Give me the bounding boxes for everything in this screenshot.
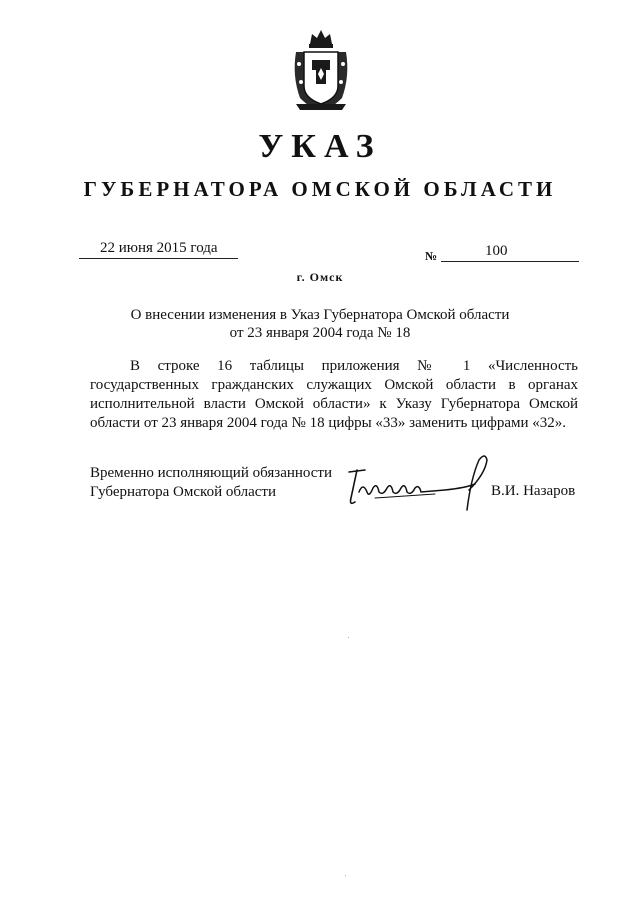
document-type-title: УКАЗ <box>258 128 382 165</box>
issuer-subtitle: ГУБЕРНАТОРА ОМСКОЙ ОБЛАСТИ <box>83 177 557 201</box>
scan-speck <box>345 875 346 876</box>
coat-of-arms-icon <box>290 26 352 112</box>
position-line-1: Временно исполняющий обязанности <box>90 465 333 481</box>
position-line-2: Губернатора Омской области <box>90 484 276 500</box>
subject-line-1: О внесении изменения в Указ Губернатора Омской области <box>130 307 510 323</box>
document-date: 22 июня 2015 года <box>100 240 218 256</box>
body-text: В строке 16 таблицы приложения № 1 «Численность государственных гражданских служащих Омской области в органах исполнительной власти Омской области» к Указу Губернатора Омской области от 23 января 2004 года № 18 цифры «33» заменить цифрами «32». <box>90 358 578 431</box>
date-underline <box>79 258 238 259</box>
city-name: г. Омск <box>296 270 344 284</box>
scan-speck <box>348 637 349 638</box>
number-underline <box>441 261 579 262</box>
handwritten-signature-icon <box>335 448 495 516</box>
document-subject <box>100 306 540 342</box>
body-paragraph <box>90 357 578 433</box>
signatory-position <box>90 464 332 502</box>
document-number: 100 <box>485 243 508 259</box>
number-sign: № <box>425 249 438 263</box>
subject-line-2: от 23 января 2004 года № 18 <box>229 325 411 341</box>
signatory-name: В.И. Назаров <box>491 483 576 499</box>
